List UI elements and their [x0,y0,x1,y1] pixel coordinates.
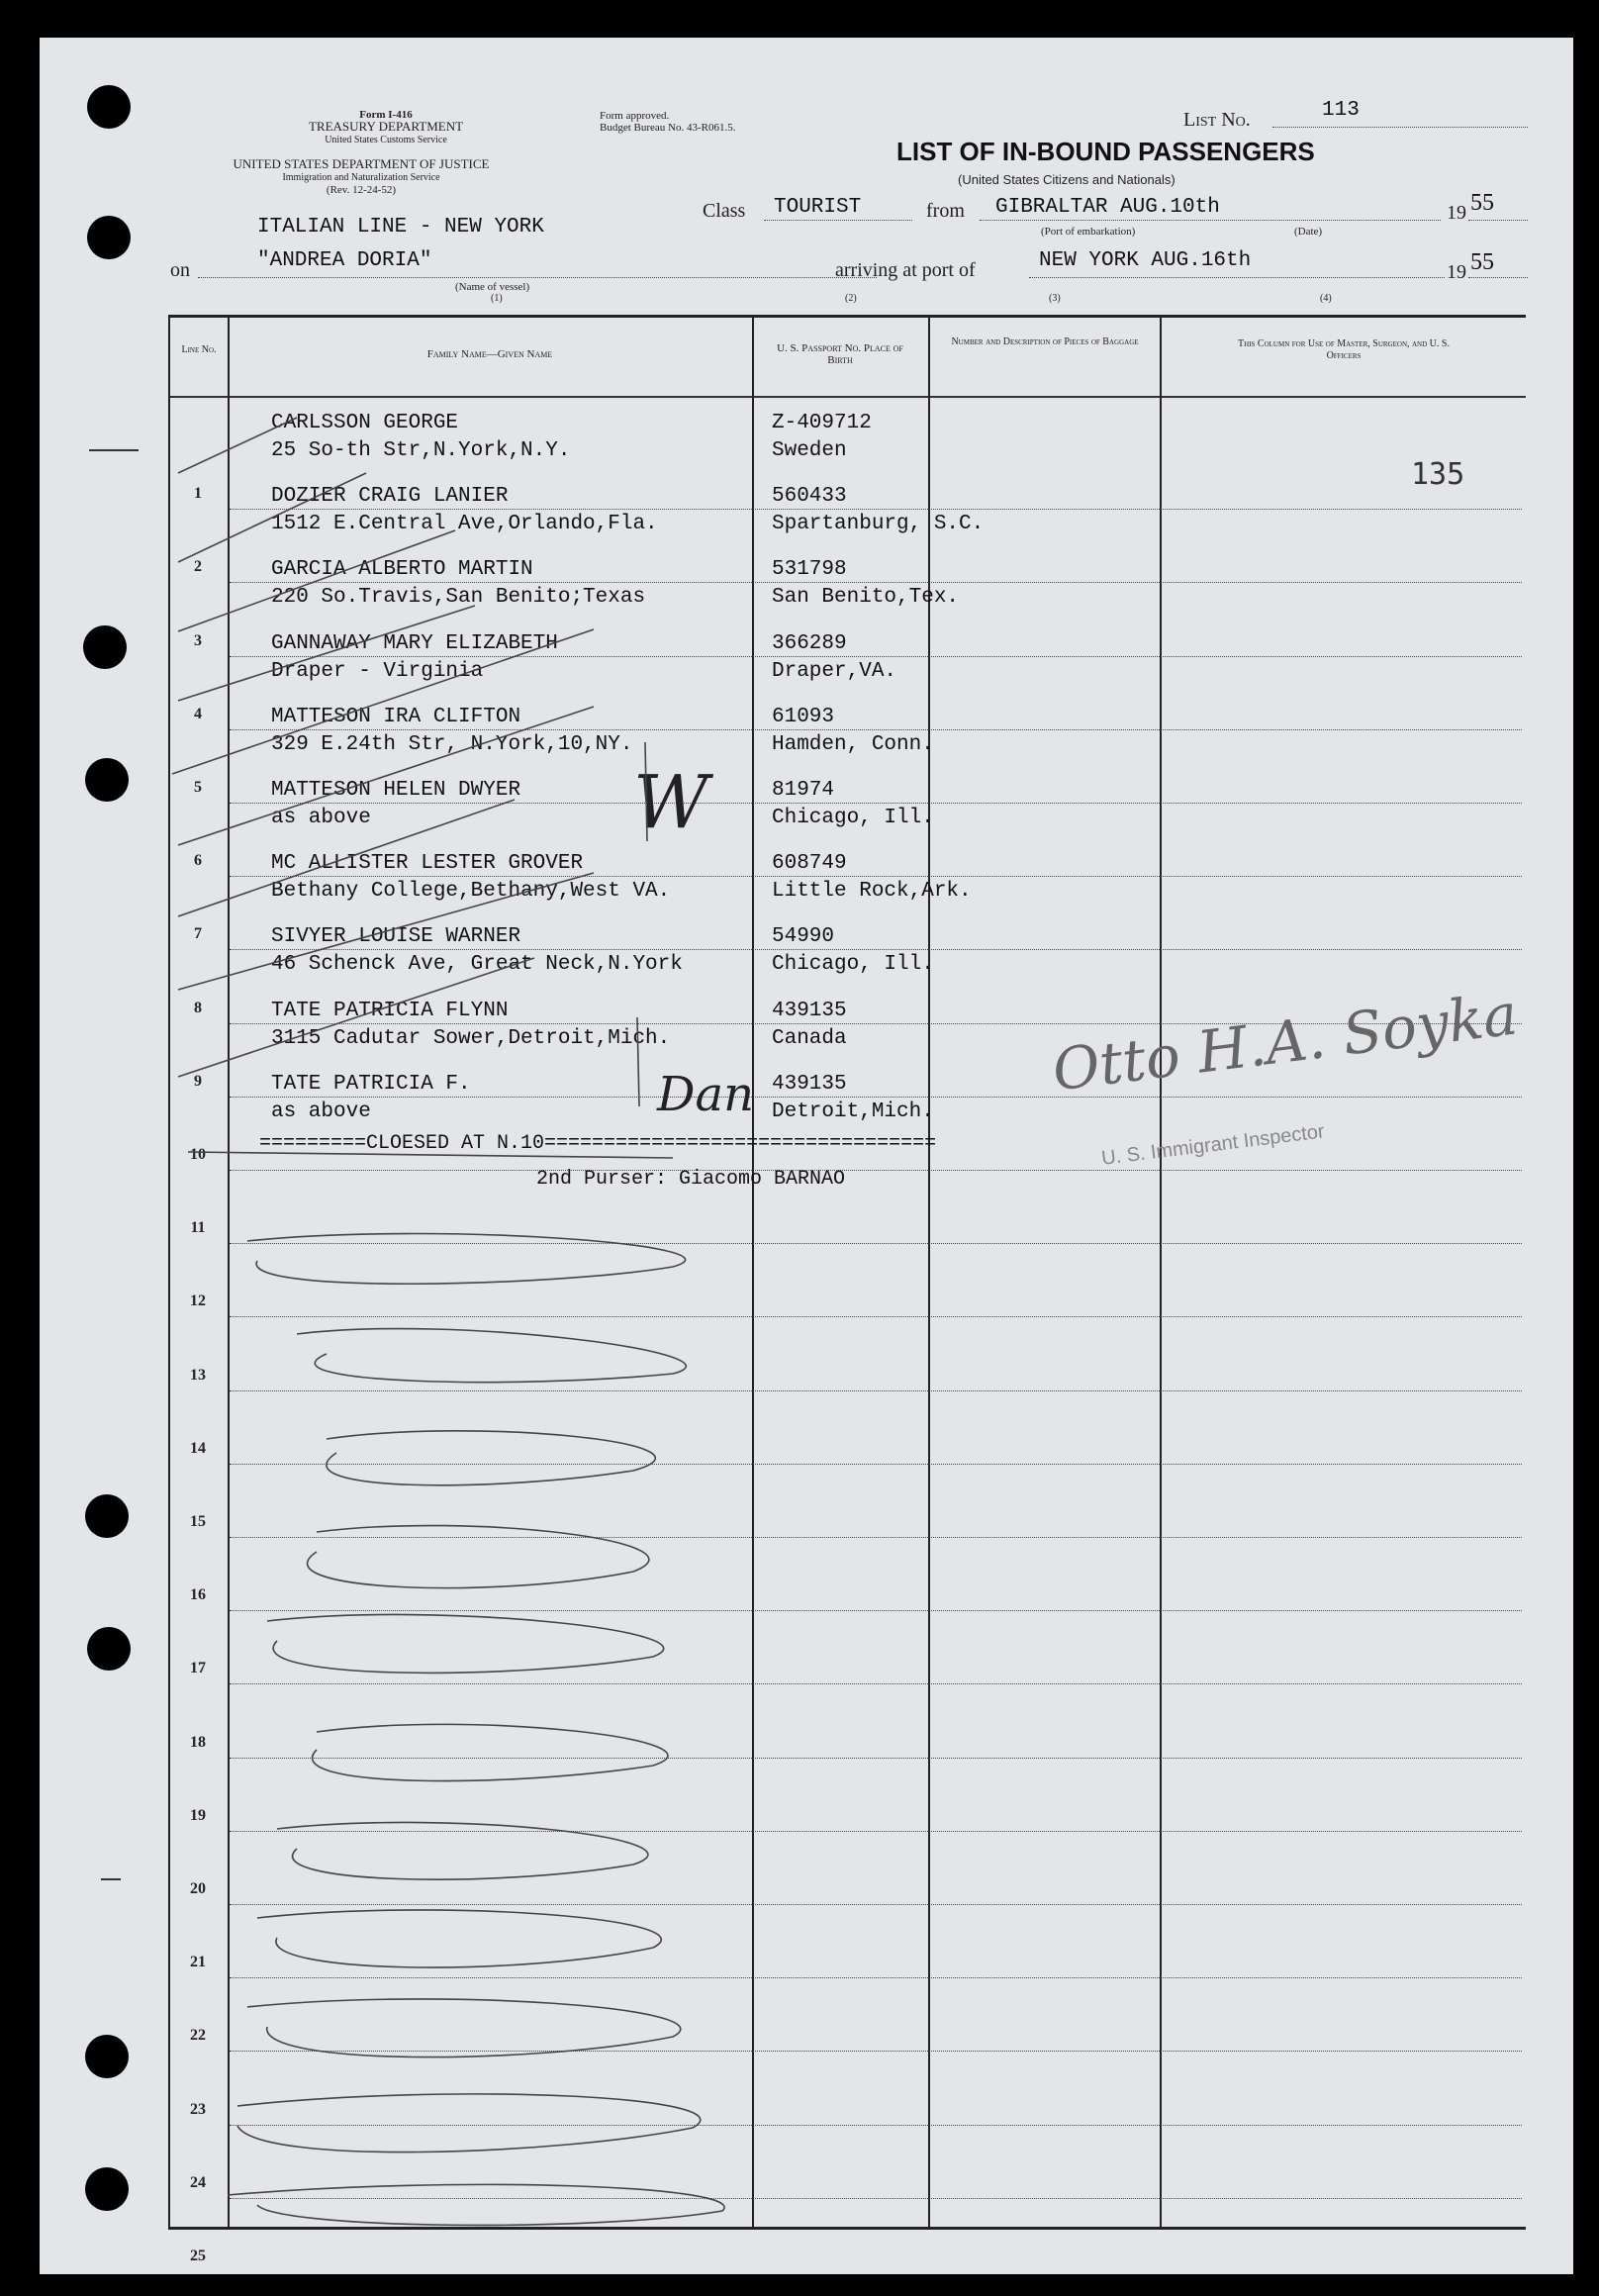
line-number: 18 [190,1733,206,1751]
initial-w: W [633,760,709,845]
punch-hole [87,1627,131,1671]
class-label: Class [703,200,746,222]
line-number: 19 [190,1806,206,1824]
department: TREASURY DEPARTMENT [308,119,464,134]
revision: (Rev. 12-24-52) [326,184,397,196]
line-number: 15 [190,1513,206,1530]
passenger-name: TATE PATRICIA FLYNN [271,999,509,1022]
line-number: 14 [190,1439,206,1457]
customs-service: United States Customs Service [325,135,447,145]
row-separator [230,1610,1522,1611]
row-separator [230,1683,1522,1684]
row-separator [230,1977,1522,1978]
immigration-service: Immigration and Naturalization Service [282,172,440,183]
passport-number: 54990 [772,925,835,949]
punch-hole [85,1494,129,1538]
justice-department: UNITED STATES DEPARTMENT OF JUSTICE [233,156,490,171]
scribble-stroke [257,1910,661,1967]
vessel-name: "ANDREA DORIA" [257,249,432,272]
place-of-birth: Canada [772,1026,847,1050]
vessel-caption: (Name of vessel) [455,281,530,293]
row-separator [230,509,1522,510]
list-label: List No. [1183,109,1251,131]
passenger-name: DOZIER CRAIG LANIER [271,485,509,509]
scribble-stroke [247,1999,681,2057]
punch-hole [85,2035,129,2078]
scribble-stroke [237,2094,701,2152]
caption-3: (3) [1049,293,1061,304]
punch-hole [83,625,127,669]
purser-line: 2nd Purser: Giacomo BARNAO [536,1168,846,1191]
place-of-birth: Chicago, Ill. [772,807,934,829]
line-number: 5 [194,779,202,796]
place-of-birth: San Benito,Tex. [772,586,960,610]
year-prefix-1: 19 [1447,202,1466,224]
budget-bureau: Budget Bureau No. 43-R061.5. [600,122,736,134]
class-line [764,220,912,221]
place-of-birth: Spartanburg, S.C. [772,513,985,536]
line-number: 10 [190,1146,206,1163]
row-separator [230,729,1522,730]
col-divider [1160,315,1162,2229]
passenger-address: as above [271,807,371,829]
class-value: TOURIST [774,196,862,219]
row-separator [230,656,1522,657]
count-annotation: 135 [1411,457,1465,492]
passenger-address: as above [271,1100,371,1123]
place-of-birth: Draper,VA. [772,659,897,683]
from-value: GIBRALTAR AUG.10th [995,196,1220,219]
manifest-page [40,38,1573,2274]
passenger-name: SIVYER LOUISE WARNER [271,925,521,949]
approval: Form approved. [600,110,670,122]
place-of-birth: Hamden, Conn. [772,732,934,756]
row-separator [230,582,1522,583]
year-suffix-1: 55 [1470,190,1494,216]
margin-mark [89,449,139,451]
passenger-name: MC ALLISTER LESTER GROVER [271,852,584,876]
row-separator [230,949,1522,950]
passenger-name: MATTESON HELEN DWYER [271,779,521,802]
col-header-officers: This Column for Use of Master, Surgeon, and U. S. Officers [1238,338,1450,361]
line-number: 13 [190,1366,206,1384]
arrival-value: NEW YORK AUG.16th [1039,249,1252,272]
table-top-border [168,315,1526,318]
passport-number: 81974 [772,779,835,802]
passenger-address: Draper - Virginia [271,659,484,683]
port-embarkation-caption: (Port of embarkation) [1041,226,1136,238]
passport-number: 439135 [772,1072,847,1096]
row-separator [230,1904,1522,1905]
passport-number: 608749 [772,852,847,876]
row-separator [230,1390,1522,1391]
shipping-line: ITALIAN LINE - NEW YORK [257,216,544,239]
passenger-address: 25 So-th Str,N.York,N.Y. [271,439,571,462]
passport-number: 560433 [772,485,847,509]
closing-line: =========CLOESED AT N.10================================= [259,1132,937,1155]
col-divider [752,315,754,2229]
row-separator [230,803,1522,804]
row-separator [230,1243,1522,1244]
inspector-stamp: U. S. Immigrant Inspector [1100,1120,1326,1170]
scribble-stroke [247,1234,686,1285]
row-separator [230,2198,1522,2199]
line-number: 20 [190,1880,206,1897]
passenger-name: GARCIA ALBERTO MARTIN [271,558,533,582]
row-separator [230,1170,1522,1171]
line-number: 6 [194,852,202,870]
line-number: 23 [190,2100,206,2118]
page-subtitle: (United States Citizens and Nationals) [958,172,1176,187]
col-header-name: Family Name—Given Name [426,348,553,360]
list-line [1272,127,1528,128]
line-number: 3 [194,631,202,649]
row-separator [230,1831,1522,1832]
place-of-birth: Chicago, Ill. [772,953,934,977]
col-divider [228,315,230,2229]
scribble-stroke [228,2184,724,2225]
line-number: 1 [194,485,202,503]
scribble-stroke [297,1329,686,1383]
scribble-stroke [308,1526,649,1588]
punch-hole [87,216,131,259]
row-separator [230,1316,1522,1317]
place-of-birth: Detroit,Mich. [772,1100,934,1123]
line-number: 22 [190,2027,206,2045]
passenger-address: 329 E.24th Str, N.York,10,NY. [271,732,633,756]
from-line [980,220,1441,221]
col-header-passport: U. S. Passport No. Place of Birth [777,342,903,366]
margin-mark [101,1878,121,1880]
scribble-stroke [327,1431,655,1485]
line-number: 25 [190,2248,206,2264]
passenger-name: MATTESON IRA CLIFTON [271,705,521,728]
scribble-stroke [267,1614,664,1673]
passenger-name: TATE PATRICIA F. [271,1072,471,1096]
pencil-scribbles [40,38,1573,2274]
passenger-address: 46 Schenck Ave, Great Neck,N.York [271,953,683,977]
inspector-signature: Otto H.A. Soyka [1049,980,1522,1104]
row-separator [230,1464,1522,1465]
caption-1: (1) [491,293,503,304]
on-label: on [170,259,190,281]
passport-number: Z-409712 [772,412,872,434]
date-caption: (Date) [1294,226,1323,238]
line-number: 21 [190,1954,206,1971]
passenger-address: 1512 E.Central Ave,Orlando,Fla. [271,513,658,536]
initial-dan: Dan [657,1067,755,1122]
passport-number: 439135 [772,999,847,1022]
passport-number: 531798 [772,558,847,582]
table-bottom-border [168,2227,1526,2230]
place-of-birth: Sweden [772,439,847,462]
punch-hole [87,85,131,129]
line-number: 16 [190,1586,206,1604]
year-line-1 [1468,220,1528,221]
passenger-address: Bethany College,Bethany,West VA. [271,880,671,904]
col-header-line-no: Line No. [181,344,217,355]
col-divider [168,315,170,2229]
page-title: LIST OF IN-BOUND PASSENGERS [896,137,1315,166]
row-separator [230,2051,1522,2052]
punch-hole [85,2167,129,2211]
line-number: 11 [190,1219,206,1237]
arrival-line [1029,277,1445,278]
arriving-label: arriving at port of [835,259,976,281]
line-number: 8 [194,999,202,1016]
line-number: 2 [194,558,202,576]
line-number: 4 [194,705,202,722]
year-line-2 [1468,277,1528,278]
vessel-line [198,277,877,278]
passenger-address: 220 So.Travis,San Benito;Texas [271,586,646,610]
passport-number: 366289 [772,631,847,655]
passenger-address: 3115 Cadutar Sower,Detroit,Mich. [271,1026,671,1050]
passport-number: 61093 [772,705,835,728]
form-number: Form I-416 [359,109,413,121]
line-number: 7 [194,925,202,943]
row-separator [230,1097,1522,1098]
row-separator [230,1537,1522,1538]
col-header-baggage: Number and Description of Pieces of Baggage [951,336,1139,347]
year-prefix-2: 19 [1447,261,1466,283]
row-separator [230,2125,1522,2126]
line-number: 9 [194,1072,202,1090]
table-header-border [168,396,1526,398]
scribble-stroke [313,1724,668,1780]
passenger-name: GANNAWAY MARY ELIZABETH [271,631,558,655]
line-number: 17 [190,1660,206,1677]
punch-hole [85,758,129,802]
passenger-name: CARLSSON GEORGE [271,412,459,434]
row-separator [230,876,1522,877]
row-separator [230,1758,1522,1759]
caption-2: (2) [845,293,857,304]
caption-4: (4) [1320,293,1332,304]
place-of-birth: Little Rock,Ark. [772,880,972,904]
line-number: 24 [190,2173,206,2191]
from-label: from [926,200,965,222]
list-number: 113 [1322,99,1360,122]
year-suffix-2: 55 [1470,249,1494,275]
line-number: 12 [190,1292,206,1310]
